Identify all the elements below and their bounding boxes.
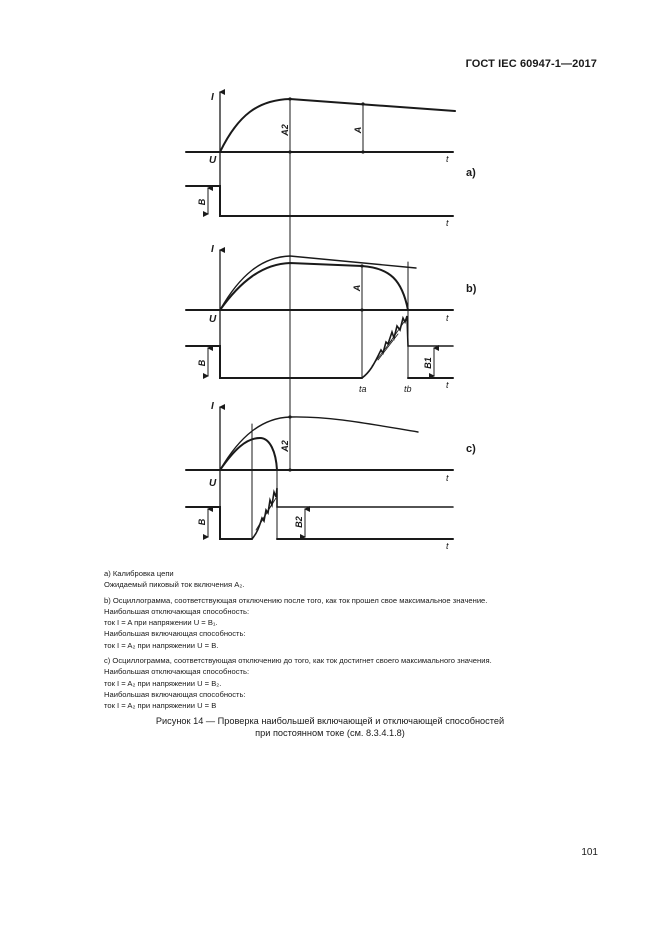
panel-b-time-label-lower: t [446,380,449,390]
panel-a-voltage-axis-label: U [209,155,217,166]
note-b-line4: ток I = A₂ при напряжении U = B. [104,640,219,650]
note-a-title: a) Калибровка цепи [104,569,174,578]
note-b-line2: ток I = A при напряжении U = B₁. [104,618,218,628]
panel-c-current-axis-label: I [211,401,214,412]
page-number: 101 [581,847,598,858]
panel-c-voltage-label: B [197,518,207,526]
note-c-title: c) Осциллограмма, соответствующая отключению до того, как ток достигнет своего максимального значения. [104,656,492,666]
note-b-title: b) Осциллограмма, соответствующая отключению после того, как ток прошел свое максимальное значение. [104,595,488,605]
panel-a [186,92,455,235]
document-standard-number: ГОСТ IEC 60947-1—2017 [465,58,597,70]
panel-a-tag: a) [466,167,476,179]
note-c-line3: Наибольшая включающая способность: [104,689,246,699]
figure-caption [100,715,560,739]
note-c-line2: ток I = A₂ при напряжении U = B₂. [104,678,222,688]
panel-b-current-axis-label: I [211,244,214,255]
panel-a-current-label: A [353,126,363,134]
note-b-line1: Наибольшая отключающая способность: [104,606,250,616]
panel-c [186,407,453,539]
panel-a-voltage-label: B [197,198,207,206]
panel-b-time-label: t [446,313,449,323]
caption-line-2: при постоянном токе (см. 8.3.4.1.8) [255,728,405,738]
panel-c-time-label: t [446,473,449,483]
figure-notes [104,568,574,712]
panel-a-current-curve [220,99,455,152]
panel-b [186,235,453,417]
panel-b-ta-label: ta [359,384,367,394]
panel-a-voltage-trace [186,186,453,216]
panel-b-current-curve [220,263,408,310]
caption-line-1: Рисунок 14 — Проверка наибольшей включающей и отключающей способностей [155,716,505,726]
panel-b-voltage-label: B [197,359,207,367]
note-c-line4: ток I = A₂ при напряжении U = B [104,701,217,711]
panel-b-tb-label: tb [404,384,412,394]
panel-b-tag: b) [466,283,477,295]
panel-c-time-label-lower: t [446,541,449,551]
panel-c-current-curve [220,438,277,470]
panel-b-voltage-axis-label: U [209,314,217,325]
panel-b-current-label: A [352,284,362,292]
panel-c-voltage-trace [186,507,252,539]
panel-b-recovery-label: B1 [423,357,433,369]
panel-b-voltage-trace [186,346,362,378]
panel-c-voltage-axis-label: U [209,478,217,489]
note-a-line: Ожидаемый пиковый ток включения A₂. [104,580,245,590]
panel-a-time-label: t [446,154,449,164]
panel-a-current-axis-label: I [211,92,214,103]
note-b-line3: Наибольшая включающая способность: [104,629,246,639]
panel-c-recovery-label: B2 [294,516,304,528]
panel-a-peak-label: A2 [280,124,290,136]
panel-c-tag: c) [466,443,476,455]
panel-c-peak-label: A2 [280,440,290,452]
note-c-line1: Наибольшая отключающая способность: [104,667,250,677]
panel-c-arc-voltage [252,488,453,539]
panel-a-time-label-lower: t [446,218,449,228]
panel-c-prospective-curve [220,417,418,470]
